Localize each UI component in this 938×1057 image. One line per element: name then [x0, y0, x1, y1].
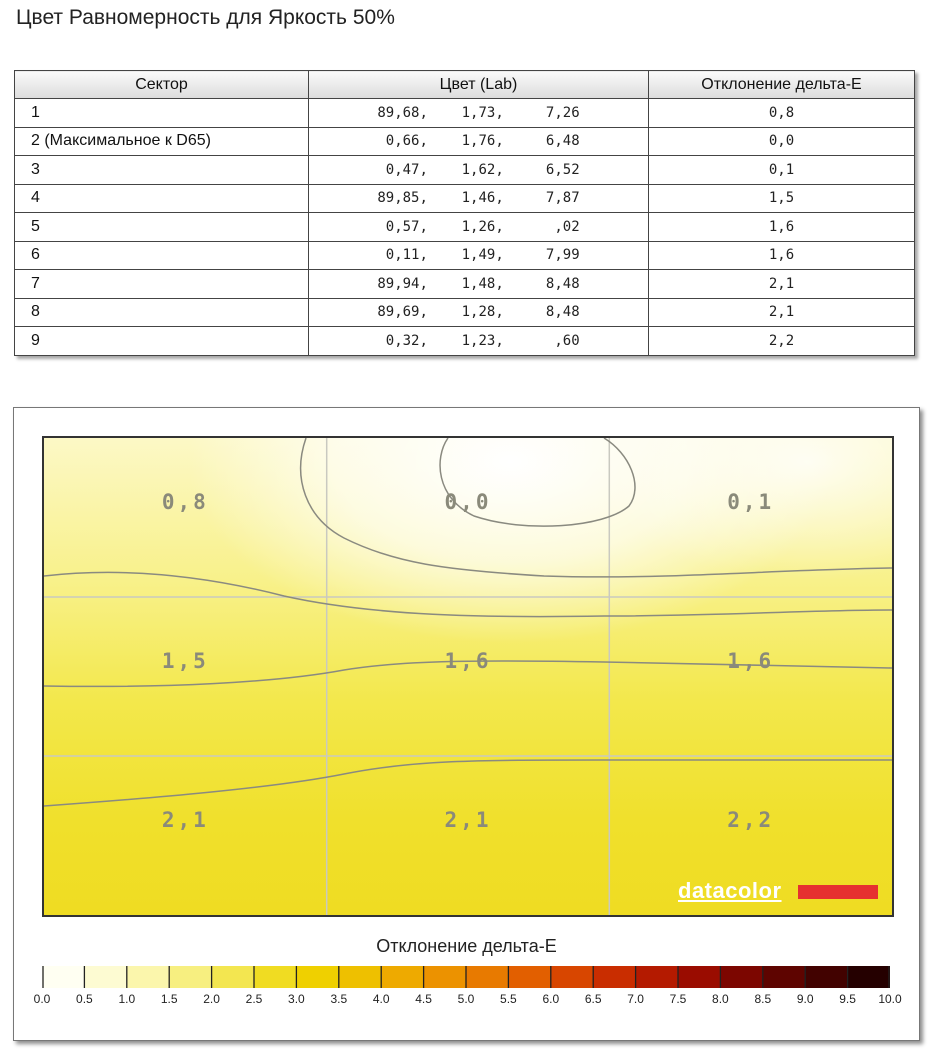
table-row	[15, 127, 915, 156]
lab-cell: 89,85, 1,46, 7,87	[309, 184, 649, 213]
scale-tick-label: 6.0	[542, 992, 560, 1006]
sector-cell: 9	[15, 327, 309, 356]
scale-segment-15	[678, 966, 721, 988]
scale-tick-label: 10.0	[878, 992, 902, 1006]
cell-value-6: 1,6	[727, 648, 775, 673]
scale-tick-label: 2.5	[245, 992, 263, 1006]
delta-cell: 1,5	[649, 184, 915, 213]
lab-cell: 89,94, 1,48, 8,48	[309, 270, 649, 299]
table-row	[15, 184, 915, 213]
delta-cell: 0,1	[649, 156, 915, 185]
scale-segment-12	[551, 966, 594, 988]
scale-tick-label: 7.5	[669, 992, 687, 1006]
scale-segment-13	[593, 966, 636, 988]
sector-cell: 5	[15, 213, 309, 242]
page-title: Цвет Равномерность для Яркость 50%	[16, 6, 395, 29]
scale-segment-18	[805, 966, 848, 988]
scale-tick-label: 8.5	[754, 992, 772, 1006]
scale-segment-1	[84, 966, 127, 988]
scale-segment-7	[339, 966, 382, 988]
scale-segment-2	[127, 966, 170, 988]
delta-cell: 2,1	[649, 298, 915, 327]
table-row	[15, 270, 915, 299]
scale-tick-label: 9.5	[839, 992, 856, 1006]
scale-segment-0	[42, 966, 85, 988]
lab-table	[14, 70, 915, 356]
table-header-row	[15, 71, 915, 99]
scale-tick-label: 5.0	[457, 992, 475, 1006]
scale-tick-label: 3.5	[330, 992, 348, 1006]
sector-cell: 8	[15, 298, 309, 327]
scale-tick-label: 1.0	[118, 992, 136, 1006]
scale-segment-11	[508, 966, 551, 988]
lab-cell: 0,11, 1,49, 7,99	[309, 241, 649, 270]
scale-tick-label: 5.5	[500, 992, 517, 1006]
sector-cell: 7	[15, 270, 309, 299]
scale-segment-17	[763, 966, 806, 988]
uniformity-panel	[13, 407, 920, 1041]
datacolor-logo: datacolor	[678, 878, 782, 903]
scale-segment-6	[296, 966, 339, 988]
table-row	[15, 241, 915, 270]
lab-cell: 0,66, 1,76, 6,48	[309, 127, 649, 156]
scale-segment-9	[424, 966, 467, 988]
sector-cell: 4	[15, 184, 309, 213]
scale-tick-label: 3.0	[288, 992, 305, 1006]
scale-segment-16	[720, 966, 763, 988]
scale-segment-5	[254, 966, 297, 988]
table-row	[15, 99, 915, 128]
header-sector: Сектор	[15, 71, 309, 99]
table-row	[15, 327, 915, 356]
lab-cell: 89,68, 1,73, 7,26	[309, 99, 649, 128]
cell-value-4: 1,5	[161, 648, 209, 673]
lab-cell: 0,57, 1,26, ,02	[309, 213, 649, 242]
lab-cell: 0,32, 1,23, ,60	[309, 327, 649, 356]
sector-cell: 3	[15, 156, 309, 185]
scale-tick-label: 6.5	[584, 992, 602, 1006]
scale-tick-label: 0.0	[33, 992, 51, 1006]
datacolor-logo-bar	[798, 885, 878, 899]
table-row	[15, 213, 915, 242]
scale-segment-3	[169, 966, 212, 988]
color-scale	[42, 966, 890, 988]
uniformity-map	[42, 436, 894, 917]
delta-cell: 2,1	[649, 270, 915, 299]
cell-value-5: 1,6	[444, 648, 492, 673]
scale-segment-19	[848, 966, 890, 988]
cell-value-7: 2,1	[161, 807, 209, 832]
scale-tick-label: 7.0	[627, 992, 644, 1006]
table-row	[15, 298, 915, 327]
scale-tick-label: 8.0	[712, 992, 729, 1006]
cell-value-2: 0,0	[444, 489, 492, 514]
delta-cell: 1,6	[649, 213, 915, 242]
cell-value-3: 0,1	[727, 489, 775, 514]
scale-tick-label: 2.0	[203, 992, 220, 1006]
scale-segment-8	[381, 966, 424, 988]
scale-tick-label: 1.5	[160, 992, 178, 1006]
legend-title: Отклонение дельта-E	[376, 936, 557, 956]
delta-cell: 2,2	[649, 327, 915, 356]
table-row	[15, 156, 915, 185]
scale-segment-14	[636, 966, 679, 988]
delta-cell: 0,8	[649, 99, 915, 128]
header-delta-e: Отклонение дельта-E	[649, 71, 915, 99]
header-color-lab: Цвет (Lab)	[309, 71, 649, 99]
scale-segment-10	[466, 966, 509, 988]
cell-value-1: 0,8	[161, 489, 209, 514]
scale-labels	[14, 992, 919, 1008]
sector-cell: 2 (Максимальное к D65)	[15, 127, 309, 156]
scale-tick-label: 4.0	[372, 992, 390, 1006]
delta-cell: 0,0	[649, 127, 915, 156]
delta-cell: 1,6	[649, 241, 915, 270]
cell-value-9: 2,2	[727, 807, 775, 832]
scale-tick-label: 0.5	[76, 992, 93, 1006]
sector-cell: 1	[15, 99, 309, 128]
lab-cell: 89,69, 1,28, 8,48	[309, 298, 649, 327]
scale-tick-label: 9.0	[796, 992, 814, 1006]
scale-segment-4	[212, 966, 255, 988]
lab-cell: 0,47, 1,62, 6,52	[309, 156, 649, 185]
scale-tick-label: 4.5	[415, 992, 432, 1006]
cell-value-8: 2,1	[444, 807, 492, 832]
sector-cell: 6	[15, 241, 309, 270]
